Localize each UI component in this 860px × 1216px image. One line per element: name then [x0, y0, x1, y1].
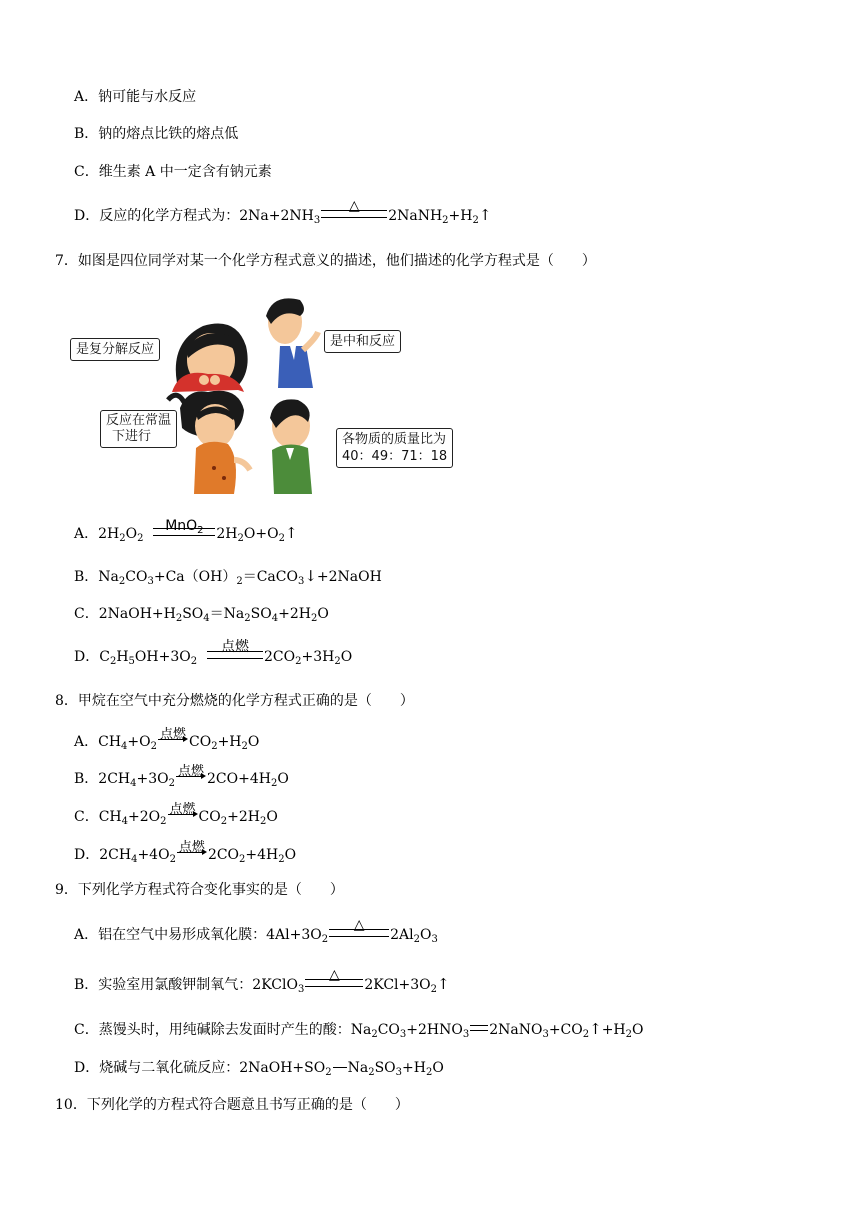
ignite-arrow: 点燃 [169, 802, 196, 817]
bubble-room-temperature: 反应在常温 下进行 [100, 410, 177, 448]
q8-option-b: B．$2CH_4+3O_2$ 点燃 $2CO+4H_2O$ [74, 764, 289, 789]
q8-option-a: A．$CH_4+O_2$ 点燃 $CO_2+H_2O$ [74, 727, 260, 752]
student-top-right [266, 298, 318, 388]
q9-option-c: C．蒸馒头时，用纯碱除去发面时产生的酸：$Na_2CO_3+2HNO_3$ $2NaNO_3+CO_2↑+H_2O$ [74, 1020, 644, 1040]
q9-option-d: D．烧碱与二氧化硫反应：$2NaOH+SO_2$ $Na_2SO_3+H_2O$ [74, 1060, 444, 1078]
q7-option-d: D．$C_2H_5OH+3O_2$ 点燃 $2CO_2+3H_2O$ [74, 639, 353, 667]
q7-option-b: B．$Na_2CO_3+Ca(OH)_2=CaCO_3↓+2NaOH$ [74, 567, 382, 587]
q9-option-a: A．铝在空气中易形成氧化膜：$4Al+3O_2$ △ $2Al_2O_3$ [74, 917, 438, 945]
q6-option-a: A．钠可能与水反应 [74, 89, 197, 105]
q6-option-d: D．反应的化学方程式为：$2Na+2NH_3$ △ $2NaNH_2+H_2↑$ [74, 198, 492, 226]
ignite-arrow: 点燃 [178, 840, 205, 855]
q9-option-b: B．实验室用氯酸钾制氧气：2KClO$_3$ △ $2KCl+3O_2↑$ [74, 967, 450, 995]
q8-option-d: D．$2CH_4+4O_2$ 点燃 $2CO_2+4H_2O$ [74, 840, 297, 865]
ignite-condition: 点燃 [207, 647, 263, 667]
q6-option-c: C．维生素 A 中一定含有钠元素 [74, 164, 272, 180]
students-cartoon [68, 288, 466, 500]
q8-option-c: C．$CH_4+2O_2$ 点燃 $CO_2+2H_2O$ [74, 802, 278, 827]
bubble-double-decomposition: 是复分解反应 [70, 338, 160, 361]
heat-condition: △ [305, 975, 363, 995]
q8-stem: 8．甲烷在空气中充分燃烧的化学方程式正确的是（ ） [55, 693, 414, 709]
q7-illustration [68, 288, 466, 500]
bubble-mass-ratio: 各物质的质量比为 40：49：71：18 [336, 428, 453, 468]
ignite-arrow: 点燃 [159, 727, 186, 742]
heat-condition: △ [321, 206, 387, 226]
q7-option-c: C．$2NaOH+H_2SO_4=Na_2SO_4+2H_2O$ [74, 606, 329, 624]
heat-condition: △ [329, 925, 389, 945]
bubble-neutralization: 是中和反应 [324, 330, 401, 353]
student-bottom-right [270, 399, 312, 494]
student-bottom-left [168, 391, 250, 494]
q9-stem: 9．下列化学方程式符合变化事实的是（ ） [55, 882, 344, 898]
q7-stem: 7．如图是四位同学对某一个化学方程式意义的描述，他们描述的化学方程式是（ ） [55, 253, 596, 269]
q10-stem: 10．下列化学的方程式符合题意且书写正确的是（ ） [55, 1097, 409, 1113]
q7-option-a: A．$2H_2O_2$ MnO$_2$ $2H_2O+O_2↑$ [74, 518, 298, 544]
student-top-left [172, 324, 248, 393]
ignite-arrow: 点燃 [177, 764, 204, 779]
q6-option-b: B．钠的熔点比铁的熔点低 [74, 126, 239, 142]
mno2-condition: MnO$_2$ [153, 524, 215, 544]
